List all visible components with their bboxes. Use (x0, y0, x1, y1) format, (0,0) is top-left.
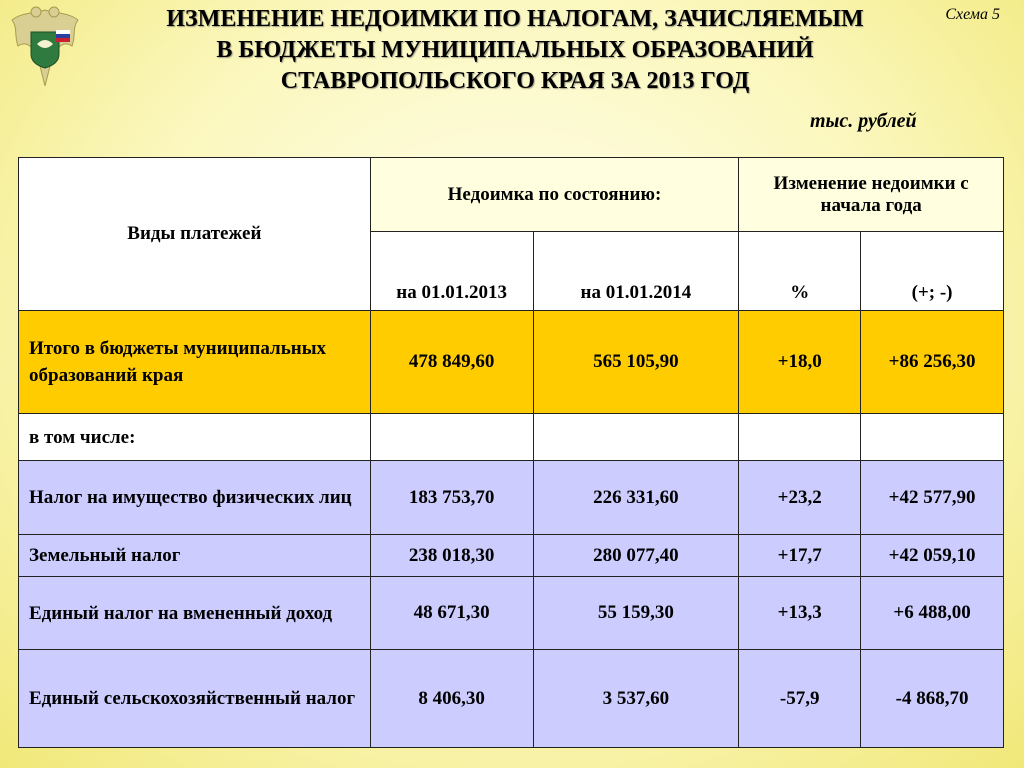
title-line: ИЗМЕНЕНИЕ НЕДОИМКИ ПО НАЛОГАМ, ЗАЧИСЛЯЕМЫМ (166, 6, 864, 32)
row-label: Налог на имущество физических лиц (19, 461, 371, 535)
row-label: Итого в бюджеты муниципальных образований края (19, 311, 371, 414)
value-2013: 183 753,70 (370, 461, 533, 535)
change-percent: +13,3 (739, 577, 861, 650)
value-2013: 478 849,60 (370, 311, 533, 414)
change-percent: +23,2 (739, 461, 861, 535)
header-types: Виды платежей (19, 158, 371, 311)
change-absolute: +42 577,90 (861, 461, 1004, 535)
change-percent: +17,7 (739, 535, 861, 577)
value-2014 (533, 414, 739, 461)
header-percent: % (739, 232, 861, 311)
change-absolute: +6 488,00 (861, 577, 1004, 650)
row-label: Единый сельскохозяйственный налог (19, 650, 371, 748)
change-absolute (861, 414, 1004, 461)
header-change-group: Изменение недоимки с начала года (739, 158, 1004, 232)
change-absolute: +42 059,10 (861, 535, 1004, 577)
value-2014: 3 537,60 (533, 650, 739, 748)
change-percent (739, 414, 861, 461)
title-line: СТАВРОПОЛЬСКОГО КРАЯ ЗА 2013 ГОД (280, 68, 750, 94)
value-2014: 55 159,30 (533, 577, 739, 650)
change-percent: +18,0 (739, 311, 861, 414)
title-line: В БЮДЖЕТЫ МУНИЦИПАЛЬНЫХ ОБРАЗОВАНИЙ (216, 37, 814, 63)
page-title (120, 4, 910, 97)
value-2014: 565 105,90 (533, 311, 739, 414)
change-percent: -57,9 (739, 650, 861, 748)
change-absolute: +86 256,30 (861, 311, 1004, 414)
table-row (19, 535, 1004, 577)
table-row-total (19, 311, 1004, 414)
row-label: Единый налог на вмененный доход (19, 577, 371, 650)
header-date-2013: на 01.01.2013 (370, 232, 533, 311)
row-label: в том числе: (19, 414, 371, 461)
value-2013: 238 018,30 (370, 535, 533, 577)
row-label: Земельный налог (19, 535, 371, 577)
arrears-table (18, 157, 1004, 748)
header-arrears-group: Недоимка по состоянию: (370, 158, 739, 232)
value-2013: 8 406,30 (370, 650, 533, 748)
scheme-label: Схема 5 (945, 6, 1000, 23)
header-date-2014: на 01.01.2014 (533, 232, 739, 311)
header-plus-minus: (+; -) (861, 232, 1004, 311)
value-2013 (370, 414, 533, 461)
table-row-including (19, 414, 1004, 461)
change-absolute: -4 868,70 (861, 650, 1004, 748)
table-row (19, 577, 1004, 650)
value-2014: 226 331,60 (533, 461, 739, 535)
table-row (19, 461, 1004, 535)
units-label: тыс. рублей (810, 110, 917, 132)
header-row-top (19, 158, 1004, 232)
double-headed-eagle-emblem-icon (4, 2, 86, 90)
value-2013: 48 671,30 (370, 577, 533, 650)
value-2014: 280 077,40 (533, 535, 739, 577)
table-row (19, 650, 1004, 748)
